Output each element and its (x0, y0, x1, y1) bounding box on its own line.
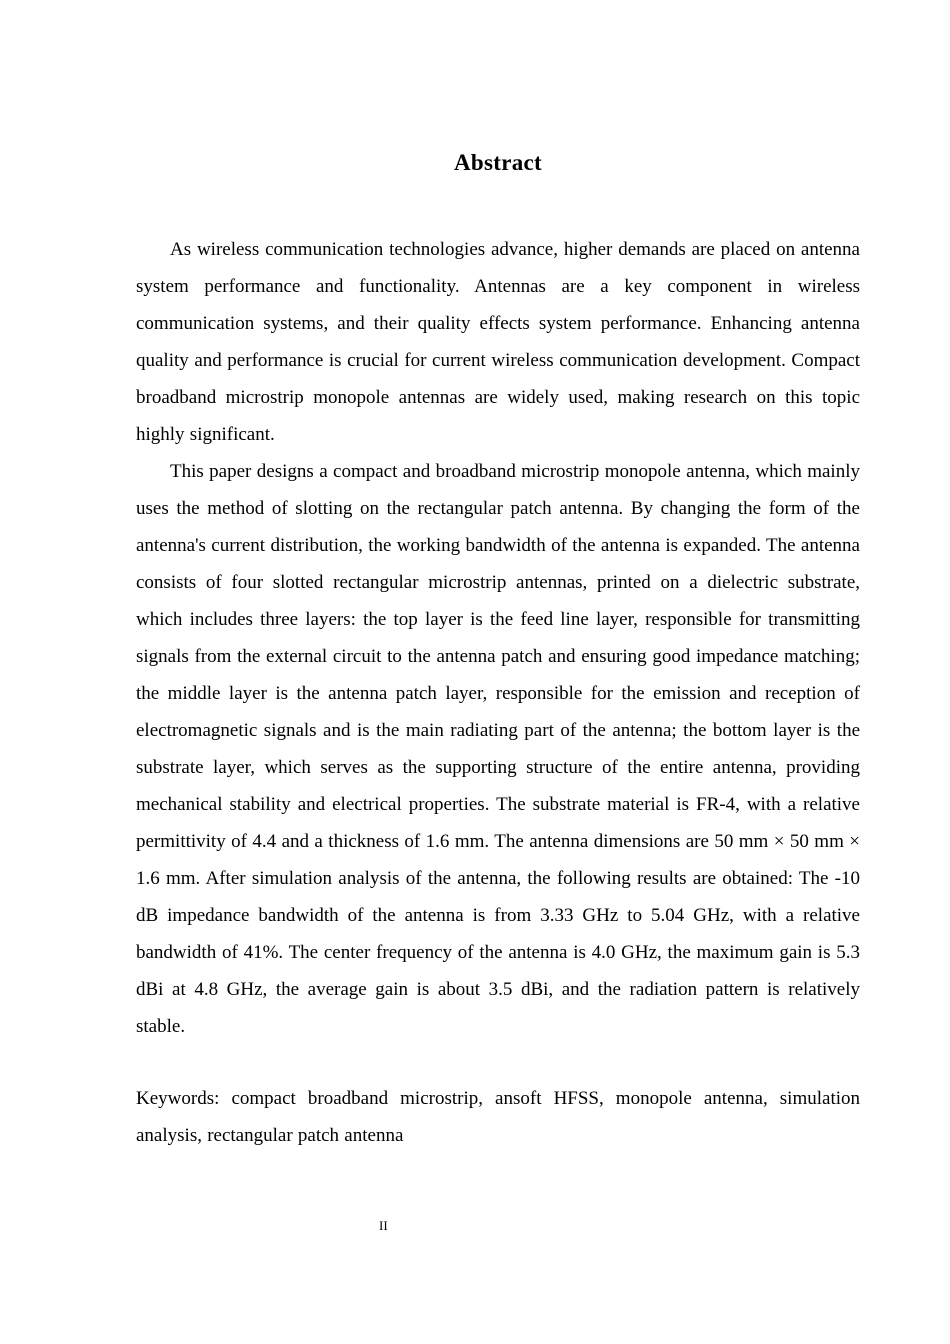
page-title: Abstract (454, 150, 542, 175)
abstract-paragraph-1: As wireless communication technologies advance, higher demands are placed on antenna system performance and functionality. Antennas are a key component in wireless communication systems, and their quality effects system performance. Enhancing antenna quality and performance is crucial for current wireless communication development. Compact broadband microstrip monopole antennas are widely used, making research on this topic highly significant. (136, 239, 860, 445)
page-number: II (379, 1218, 388, 1233)
keywords-paragraph: Keywords: compact broadband microstrip, ansoft HFSS, monopole antenna, simulation analysis, rectangular patch antenna (136, 1088, 860, 1146)
abstract-paragraph-2: This paper designs a compact and broadband microstrip monopole antenna, which mainly uses the method of slotting on the rectangular patch antenna. By changing the form of the antenna's current distribution, the working bandwidth of the antenna is expanded. The antenna consists of four slotted rectangular microstrip antennas, printed on a dielectric substrate, which includes three layers: the top layer is the feed line layer, responsible for transmitting signals from the external circuit to the antenna patch and ensuring good impedance matching; the middle layer is the antenna patch layer, responsible for the emission and reception of electromagnetic signals and is the main radiating part of the antenna; the bottom layer is the substrate layer, which serves as the supporting structure of the entire antenna, providing mechanical stability and electrical properties. The substrate material is FR-4, with a relative permittivity of 4.4 and a thickness of 1.6 mm. The antenna dimensions are 50 mm × 50 mm × 1.6 mm. After simulation analysis of the antenna, the following results are obtained: The -10 dB impedance bandwidth of the antenna is from 3.33 GHz to 5.04 GHz, with a relative bandwidth of 41%. The center frequency of the antenna is 4.0 GHz, the maximum gain is 5.3 dBi at 4.8 GHz, the average gain is about 3.5 dBi, and the radiation pattern is relatively stable. (136, 461, 860, 1037)
